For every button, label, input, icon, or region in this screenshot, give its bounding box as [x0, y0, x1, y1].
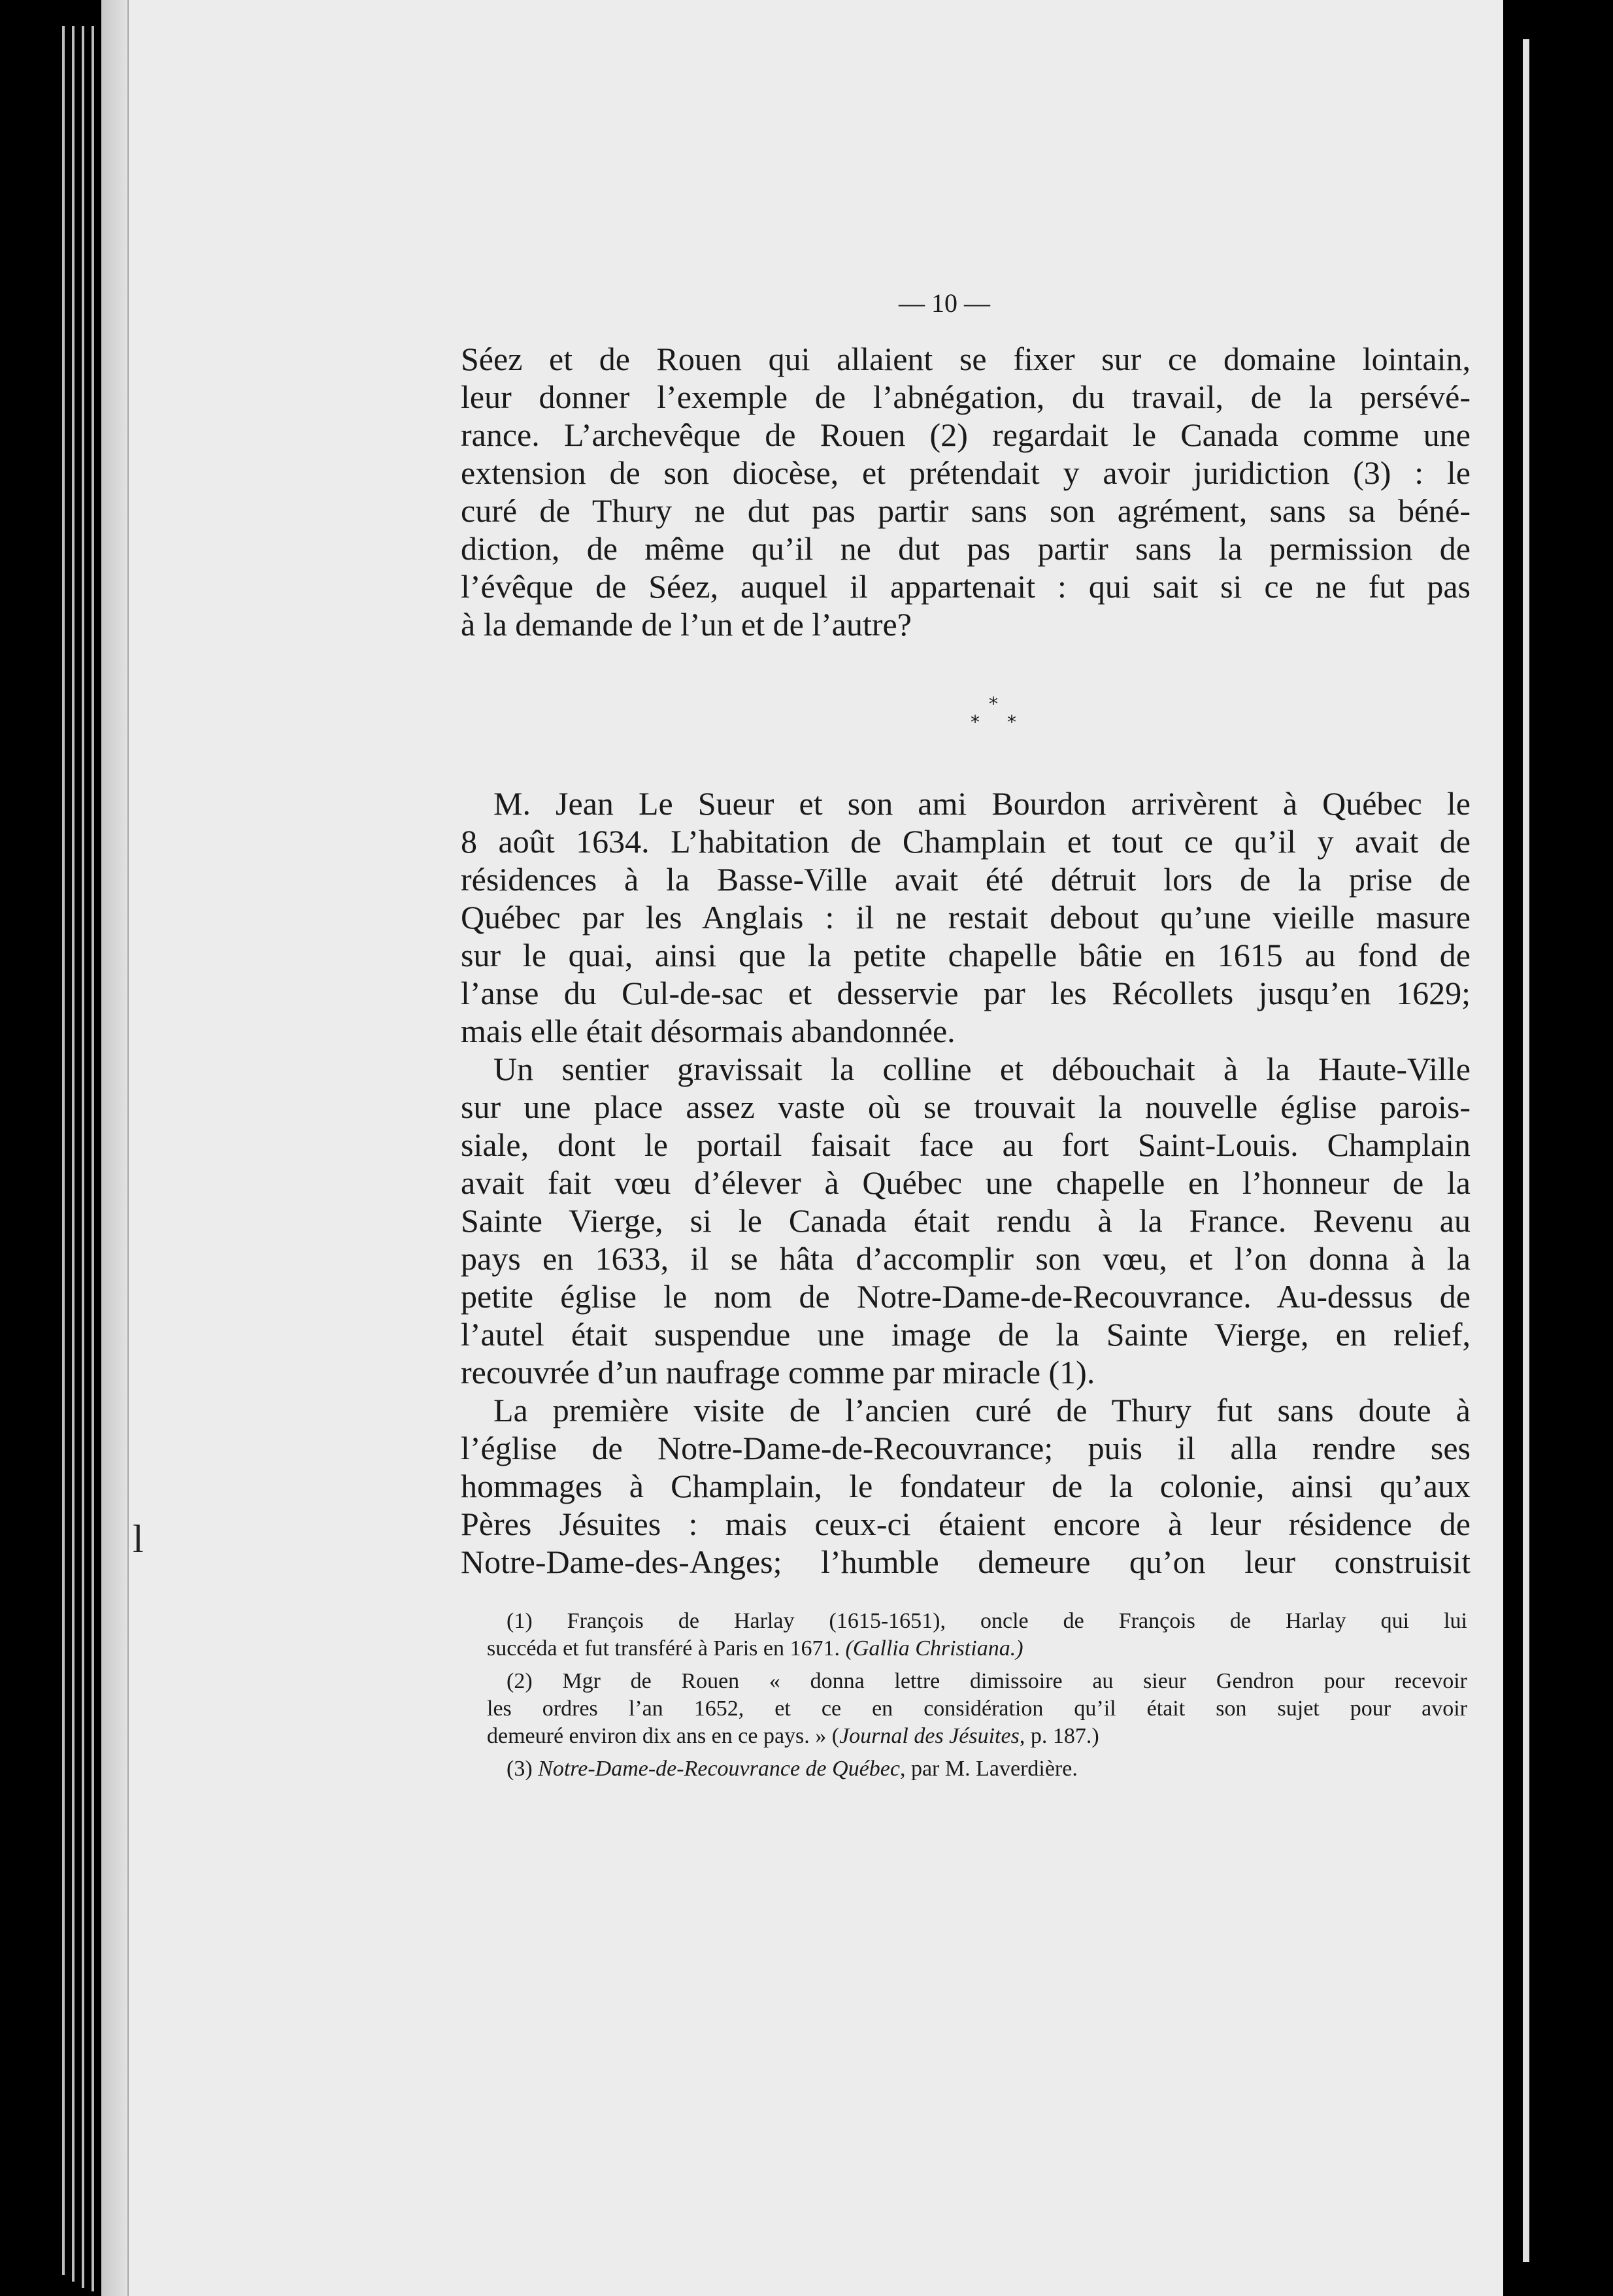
text-line: siale, dont le portail faisait face au fort Saint-Louis. Champlain [461, 1126, 1471, 1163]
text-line: diction, de même qu’il ne dut pas partir sans la permission de [461, 530, 1471, 567]
footnote-2-line: (2) Mgr de Rouen « donna lettre dimissoire au sieur Gendron pour recevoir [507, 1669, 1467, 1693]
text-line: Sainte Vierge, si le Canada était rendu à la France. Revenu au [461, 1202, 1471, 1239]
text-line: curé de Thury ne dut pas partir sans son agrément, sans sa béné- [461, 492, 1471, 529]
asterisk-icon: * [971, 711, 980, 733]
book-edge [62, 26, 65, 2275]
footnote-text: demeuré environ dix ans en ce pays. » ( [487, 1724, 840, 1748]
text-line: l’évêque de Séez, auquel il appartenait : qui sait si ce ne fut pas [461, 568, 1471, 605]
footnote-1-line: (1) François de Harlay (1615-1651), oncle de François de Harlay qui lui [507, 1609, 1467, 1633]
margin-mark: l [133, 1517, 144, 1561]
footnote-2-line [487, 1723, 1099, 1749]
text-line: l’église de Notre-Dame-de-Recouvrance; puis il alla rendre ses [461, 1430, 1471, 1466]
footnote-citation: Notre-Dame-de-Recouvrance de Québec [538, 1757, 900, 1781]
text-line: pays en 1633, il se hâta d’accomplir son vœu, et l’on donna à la [461, 1240, 1471, 1277]
asterisk-icon: * [1007, 711, 1016, 733]
footnote-citation: (Gallia Christiana.) [845, 1636, 1023, 1661]
footnote-1-line [487, 1636, 1023, 1662]
text-line: rance. L’archevêque de Rouen (2) regardait le Canada comme une [461, 416, 1471, 453]
text-line: petite église le nom de Notre-Dame-de-Recouvrance. Au-dessus de [461, 1278, 1471, 1315]
footnote-3-line [507, 1756, 1078, 1782]
text-line: La première visite de l’ancien curé de Thury fut sans doute à [493, 1392, 1471, 1428]
text-line: Séez et de Rouen qui allaient se fixer sur ce domaine lointain, [461, 341, 1471, 377]
text-line: résidences à la Basse-Ville avait été détruit lors de la prise de [461, 861, 1471, 898]
footnote-2-line: les ordres l’an 1652, et ce en considération qu’il était son sujet pour avoir [487, 1697, 1467, 1721]
page-stack-edge [101, 0, 129, 2296]
text-line: Pères Jésuites : mais ceux-ci étaient encore à leur résidence de [461, 1506, 1471, 1542]
text-line: à la demande de l’un et de l’autre? [461, 606, 912, 643]
book-edge [91, 26, 94, 2291]
footnote-text: , p. 187.) [1019, 1724, 1099, 1748]
asterisk-icon: * [989, 693, 998, 715]
text-line: sur le quai, ainsi que la petite chapelle bâtie en 1615 au fond de [461, 937, 1471, 973]
text-line: l’autel était suspendue une image de la Sainte Vierge, en relief, [461, 1316, 1471, 1353]
text-line: Un sentier gravissait la colline et débouchait à la Haute-Ville [493, 1051, 1471, 1087]
text-line: l’anse du Cul-de-sac et desservie par les Récollets jusqu’en 1629; [461, 975, 1471, 1011]
text-line: leur donner l’exemple de l’abnégation, du travail, de la persévé- [461, 379, 1471, 415]
text-line: hommages à Champlain, le fondateur de la colonie, ainsi qu’aux [461, 1468, 1471, 1504]
footnote-text: , par M. Laverdière. [899, 1757, 1078, 1781]
facing-page-edge [1523, 39, 1529, 2262]
text-line: avait fait vœu d’élever à Québec une chapelle en l’honneur de la [461, 1164, 1471, 1201]
footnote-text: (3) [507, 1757, 539, 1781]
footnote-text: succéda et fut transféré à Paris en 1671. [487, 1636, 846, 1661]
text-line: 8 août 1634. L’habitation de Champlain et tout ce qu’il y avait de [461, 823, 1471, 860]
scan-border [1503, 0, 1613, 2296]
text-line: sur une place assez vaste où se trouvait la nouvelle église parois- [461, 1089, 1471, 1125]
text-line: Notre-Dame-des-Anges; l’humble demeure qu’on leur construisit [461, 1544, 1471, 1580]
book-page [101, 0, 1503, 2296]
book-edge [82, 26, 84, 2288]
section-break-asterism [964, 693, 1029, 739]
footnote-citation: Journal des Jésuites [839, 1724, 1020, 1748]
text-line: recouvrée d’un naufrage comme par miracle (1). [461, 1354, 1095, 1391]
page-number: — 10 — [899, 288, 990, 318]
text-line: mais elle était désormais abandonnée. [461, 1013, 956, 1049]
text-line: M. Jean Le Sueur et son ami Bourdon arrivèrent à Québec le [493, 785, 1471, 822]
text-line: Québec par les Anglais : il ne restait debout qu’une vieille masure [461, 899, 1471, 936]
text-line: extension de son diocèse, et prétendait y avoir juridiction (3) : le [461, 454, 1471, 491]
book-edge [72, 26, 75, 2282]
